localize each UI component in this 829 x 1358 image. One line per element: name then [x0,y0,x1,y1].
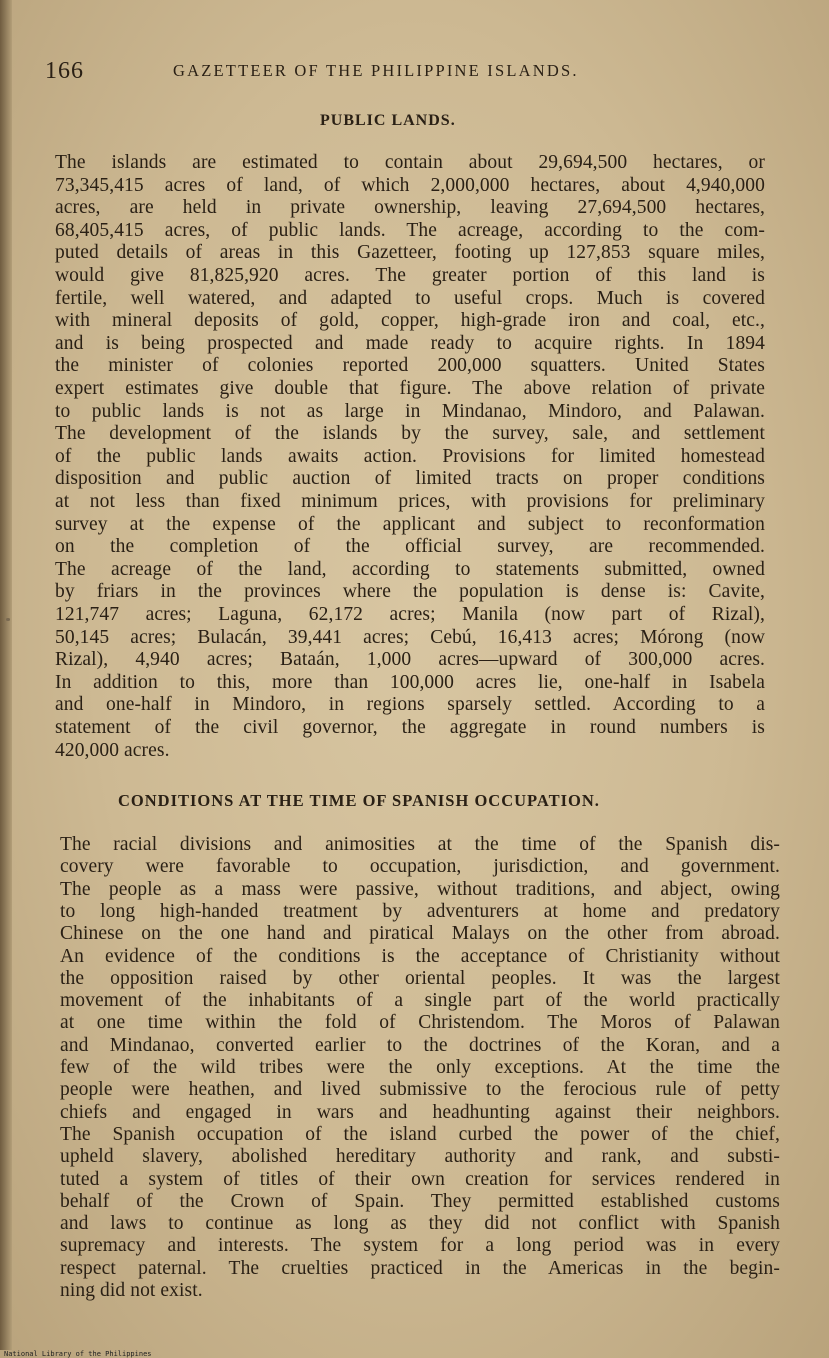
text-line: acres, are held in private ownership, leaving 27,694,500 hectares, [55,197,765,219]
text-line: on the completion of the official survey, are recommended. [55,536,765,558]
text-line: few of the wild tribes were the only exceptions. At the time the [60,1057,780,1078]
text-line: by friars in the provinces where the population is dense is: Cavite, [55,581,765,603]
text-line: covery were favorable to occupation, jurisdiction, and government. [60,856,780,878]
page-number: 166 [45,58,84,84]
running-title: GAZETTEER OF THE PHILIPPINE ISLANDS. [173,61,579,80]
page-header [45,58,785,88]
text-line: survey at the expense of the applicant and subject to reconformation [55,513,765,535]
text-line: chiefs and engaged in wars and headhunting against their neighbors. [60,1101,780,1123]
footer-credit: National Library of the Philippines [4,1350,152,1358]
text-line: ning did not exist. [60,1280,203,1301]
text-line: supremacy and interests. The system for a long period was in every [60,1235,780,1257]
text-line: the minister of colonies reported 200,000 squatters. United States [55,355,765,377]
text-line: The islands are estimated to contain about 29,694,500 hectares, or [55,152,765,173]
text-line: 50,145 acres; Bulacán, 39,441 acres; Cebú, 16,413 acres; Mórong (now [55,626,765,648]
text-line: to public lands is not as large in Mindanao, Mindoro, and Palawan. [55,400,765,422]
text-line: and Mindanao, converted earlier to the doctrines of the Koran, and a [60,1034,780,1056]
text-line: 121,747 acres; Laguna, 62,172 acres; Manila (now part of Rizal), [55,604,765,625]
text-line: and laws to continue as long as they did not conflict with Spanish [60,1213,780,1235]
text-line: expert estimates give double that figure. The above relation of private [55,378,765,399]
text-line: the opposition raised by other oriental peoples. It was the largest [60,967,780,989]
text-line: 73,345,415 acres of land, of which 2,000,000 hectares, about 4,940,000 [55,174,765,196]
text-line: people were heathen, and lived submissive to the ferocious rule of petty [60,1079,780,1101]
text-line: respect paternal. The cruelties practiced in the Americas in the begin- [60,1257,780,1279]
text-line: at not less than fixed minimum prices, with provisions for preliminary [55,491,765,512]
margin-mark [6,618,10,621]
section-heading-spanish-occupation: CONDITIONS AT THE TIME OF SPANISH OCCUPATION. [118,791,600,810]
text-line: 420,000 acres. [55,739,170,761]
text-line: fertile, well watered, and adapted to useful crops. Much is covered [55,287,765,309]
text-line: movement of the inhabitants of a single part of the world practically [60,990,780,1012]
text-line: Rizal), 4,940 acres; Bataán, 1,000 acres—upward of 300,000 acres. [55,649,765,671]
text-line: In addition to this, more than 100,000 acres lie, one-half in Isabela [55,671,765,693]
text-line: to long high-handed treatment by adventurers at home and predatory [60,900,780,922]
text-line: would give 81,825,920 acres. The greater portion of this land is [55,265,765,286]
text-line: of the public lands awaits action. Provisions for limited homestead [55,445,765,467]
text-line: The racial divisions and animosities at the time of the Spanish dis- [60,834,780,855]
text-line: and is being prospected and made ready to acquire rights. In 1894 [55,332,765,354]
text-line: An evidence of the conditions is the acceptance of Christianity without [60,945,780,967]
text-line: at one time within the fold of Christendom. The Moros of Palawan [60,1012,780,1034]
text-line: behalf of the Crown of Spain. They permitted established customs [60,1190,780,1212]
text-line: Chinese on the one hand and piratical Malays on the other from abroad. [60,923,780,945]
text-line: with mineral deposits of gold, copper, high-grade iron and coal, etc., [55,310,765,332]
text-line: The acreage of the land, according to statements submitted, owned [55,558,765,580]
section-heading-public-lands: PUBLIC LANDS. [320,112,456,129]
text-line: 68,405,415 acres, of public lands. The acreage, according to the com- [55,219,765,241]
text-line: tuted a system of titles of their own creation for services rendered in [60,1168,780,1190]
text-line: upheld slavery, abolished hereditary authority and rank, and substi- [60,1146,780,1168]
text-line: The development of the islands by the survey, sale, and settlement [55,423,765,445]
text-line: statement of the civil governor, the aggregate in round numbers is [55,717,765,738]
text-line: The Spanish occupation of the island curbed the power of the chief, [60,1123,780,1145]
text-line: The people as a mass were passive, without traditions, and abject, owing [60,878,780,900]
text-line: and one-half in Mindoro, in regions sparsely settled. According to a [55,694,765,716]
text-line: puted details of areas in this Gazetteer, footing up 127,853 square miles, [55,242,765,264]
page-binding-edge [0,0,12,1350]
text-line: disposition and public auction of limited tracts on proper conditions [55,468,765,490]
